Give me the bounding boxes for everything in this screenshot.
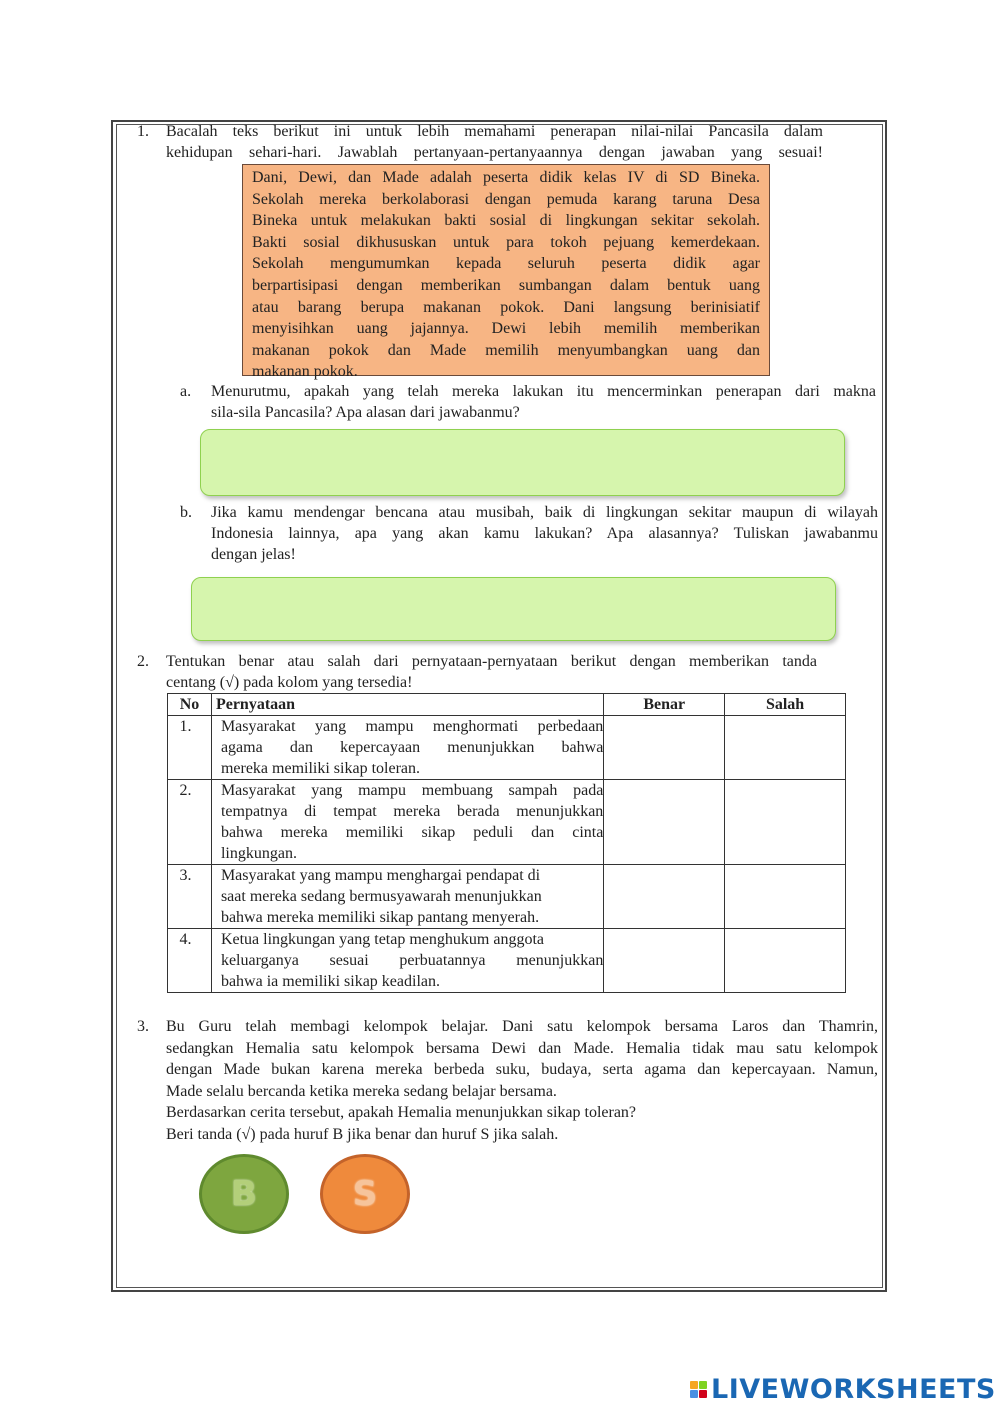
true-cell[interactable] — [604, 780, 725, 865]
story-line: Bakti sosial dikhususkan untuk para tokoh pejuang kemerdekaan. — [252, 233, 760, 251]
story-line: makanan pokok. — [252, 363, 358, 381]
true-false-table — [167, 693, 846, 993]
q1b-label: b. — [180, 504, 192, 521]
statement-line: bahwa ia memiliki sikap keadilan. — [220, 973, 440, 990]
true-cell[interactable] — [604, 716, 725, 780]
statement-line: Masyarakat yang mampu menghormati perbedaan — [220, 718, 604, 735]
row-statement — [211, 929, 603, 993]
q2-intro — [166, 651, 817, 693]
story-box — [242, 164, 770, 381]
statement-line: bahwa mereka memiliki sikap pantang menyerah. — [220, 909, 540, 926]
false-cell[interactable] — [725, 780, 846, 865]
table-row — [168, 865, 846, 929]
story-line: Bineka untuk melakukan bakti sosial di lingkungan sekitar sekolah. — [252, 212, 760, 230]
row-number: 2. — [168, 780, 212, 865]
q2-intro-line: Tentukan benar atau salah dari pernyataan-pernyataan berikut dengan memberikan tanda — [166, 653, 817, 670]
statement-line: lingkungan. — [220, 845, 297, 862]
statement-line: saat mereka sedang bermusyawarah menunjukkan — [220, 888, 542, 905]
q1-intro-line: Bacalah teks berikut ini untuk lebih memahami penerapan nilai-nilai Pancasila dalam — [166, 123, 823, 140]
statement-line: Masyarakat yang mampu menghargai pendapat di — [220, 867, 541, 884]
logo-squares-icon — [690, 1381, 707, 1398]
true-cell[interactable] — [604, 929, 725, 993]
row-number: 1. — [168, 716, 212, 780]
q3-number: 3. — [137, 1018, 149, 1035]
false-cell[interactable] — [725, 865, 846, 929]
story-line: Dani, Dewi, dan Made adalah peserta didik kelas IV di SD Bineka. — [252, 169, 760, 186]
row-statement — [211, 780, 603, 865]
header-true: Benar — [604, 694, 725, 716]
q3-line: sedangkan Hemalia satu kelompok bersama Dewi dan Made. Hemalia tidak mau satu kelompok — [166, 1039, 878, 1057]
story-line: Sekolah mereka berkolaborasi dengan pemuda karang taruna Desa — [252, 190, 760, 208]
q1-number: 1. — [137, 123, 149, 140]
q3-text — [166, 1016, 878, 1145]
header-statement: Pernyataan — [211, 694, 603, 716]
story-line: atau barang berupa makanan pokok. Dani langsung berinisiatif — [252, 298, 760, 316]
q1a-text — [211, 381, 876, 423]
statement-line: bahwa mereka memiliki sikap peduli dan cinta — [220, 824, 604, 841]
option-s-button[interactable]: S — [320, 1154, 410, 1234]
q3-line: Berdasarkan cerita tersebut, apakah Hemalia menunjukkan sikap toleran? — [166, 1104, 637, 1121]
q1b-line: Jika kamu mendengar bencana atau musibah, baik di lingkungan sekitar maupun di wilayah — [211, 504, 878, 521]
q2-intro-line: centang (√) pada kolom yang tersedia! — [166, 674, 413, 691]
header-no: No — [168, 694, 212, 716]
q2-number: 2. — [137, 653, 149, 670]
header-false: Salah — [725, 694, 846, 716]
statement-line: agama dan kepercayaan menunjukkan bahwa — [220, 739, 604, 756]
q1b-line: Indonesia lainnya, apa yang akan kamu lakukan? Apa alasannya? Tuliskan jawabanmu — [211, 525, 878, 542]
q3-line: Beri tanda (√) pada huruf B jika benar dan huruf S jika salah. — [166, 1125, 559, 1143]
story-line: berpartisipasi dengan memberikan sumbangan dalam bentuk uang — [252, 276, 760, 294]
statement-line: Masyarakat yang mampu membuang sampah pada — [220, 782, 604, 799]
story-line: menyisihkan uang jajannya. Dewi lebih memilih memberikan — [252, 320, 760, 338]
false-cell[interactable] — [725, 929, 846, 993]
q1a-line: Menurutmu, apakah yang telah mereka lakukan itu mencerminkan penerapan dari makna — [211, 383, 876, 400]
option-b-button[interactable]: B — [199, 1154, 289, 1234]
table-header-row — [168, 694, 846, 716]
row-number: 4. — [168, 929, 212, 993]
q1-intro — [166, 121, 823, 163]
q1a-line: sila-sila Pancasila? Apa alasan dari jawabanmu? — [211, 404, 520, 421]
logo-text: LIVEWORKSHEETS — [711, 1373, 996, 1405]
table-row — [168, 716, 846, 780]
q1b-text — [211, 502, 878, 565]
true-cell[interactable] — [604, 865, 725, 929]
row-statement — [211, 716, 603, 780]
liveworksheets-logo — [690, 1374, 996, 1404]
q1-intro-line: kehidupan sehari-hari. Jawablah pertanyaan-pertanyaannya dengan jawaban yang sesuai! — [166, 144, 823, 161]
q1a-label: a. — [180, 383, 192, 400]
table-row — [168, 929, 846, 993]
false-cell[interactable] — [725, 716, 846, 780]
row-number: 3. — [168, 865, 212, 929]
q3-line: Made selalu bercanda ketika mereka sedang belajar bersama. — [166, 1082, 557, 1100]
statement-line: tempatnya di tempat mereka berada menunjukkan — [220, 803, 604, 820]
q3-line: Bu Guru telah membagi kelompok belajar. Dani satu kelompok bersama Laros dan Thamrin, — [166, 1018, 878, 1035]
row-statement — [211, 865, 603, 929]
q1b-line: dengan jelas! — [211, 546, 296, 563]
q3-line: dengan Made bukan karena mereka berbeda suku, budaya, serta agama dan kepercayaan. Namun, — [166, 1061, 878, 1078]
story-line: makanan pokok dan Made memilih menyumbangkan uang dan — [252, 341, 760, 359]
story-line: Sekolah mengumumkan kepada seluruh peserta didik agar — [252, 255, 760, 273]
q1a-answer-box[interactable] — [200, 429, 845, 496]
q1b-answer-box[interactable] — [191, 577, 836, 641]
table-row — [168, 780, 846, 865]
statement-line: Ketua lingkungan yang tetap menghukum anggota — [220, 931, 544, 948]
statement-line: keluarganya sesuai perbuatannya menunjukkan — [220, 952, 604, 969]
statement-line: mereka memiliki sikap toleran. — [220, 760, 420, 777]
